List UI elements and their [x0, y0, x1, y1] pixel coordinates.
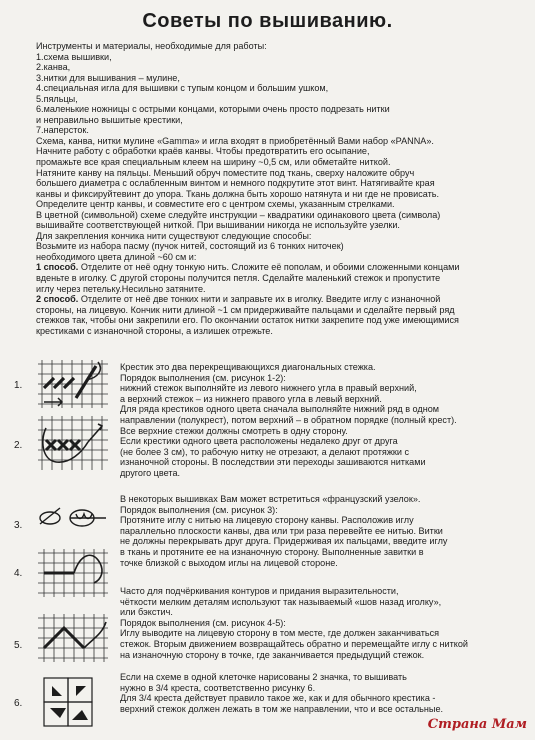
- method-2-line: крестиками с изнаночной стороны, а излишек отрежьте.: [36, 325, 273, 336]
- intro-line: 2.канва,: [36, 62, 71, 73]
- section-line: (не более 3 см), то рабочую нитку не отрезают, а делают протяжки с: [120, 446, 410, 457]
- section-line: чёткости мелким деталям используют так называемый «шов назад иголку»,: [120, 596, 442, 607]
- method-1-line-text: Отделите от неё одну тонкую нить. Сложите её пополам, и обоими сложенными концами: [80, 262, 460, 273]
- section-line: Крестик это два перекрещивающихся диагональных стежка.: [120, 362, 376, 372]
- site-logo: Страна Мам: [427, 717, 527, 732]
- intro-line: канвы и фиксируйтевинт до упора. Ткань должна быть хорошо натянута и ни где не провисать.: [36, 188, 440, 199]
- method-2-line-text: Отделите от неё две тонких нити и заправьте их в иголку. Введите иглу с изнаночной: [80, 294, 441, 305]
- method-2-line: стороны, на лицевую. Кончик нити длиной ~1 см придерживайте пальцами и сделайте первый ряд: [36, 304, 455, 315]
- intro-line: Натяните канву на пяльцы. Меньший обруч поместите под ткань, сверху наложите обруч: [36, 167, 415, 178]
- intro-line: Возьмите из набора пасму (пучок нитей, состоящий из 6 тонких ниточек): [36, 241, 344, 252]
- figure-number-3: 3.: [14, 520, 23, 531]
- figure-number-5: 5.: [14, 640, 23, 651]
- backstitch-figure-5: [36, 612, 110, 664]
- section-line: Порядок выполнения (см. рисунок 1-2):: [120, 372, 286, 383]
- section-line: Порядок выполнения (см. рисунок 3):: [120, 504, 278, 515]
- method-2-line: [36, 294, 528, 305]
- intro-line: большего диаметра с ослабленным винтом и немного подкрутите этот винт. Натягивайте края: [36, 178, 435, 189]
- method-1-line-label: 1 способ.: [36, 262, 79, 273]
- section-line: изнаночной стороны. В последствии эти переходы зашиваются нитками: [120, 457, 426, 468]
- backstitch-figure-4: [36, 545, 110, 599]
- section-line: верхний стежок должен лежать в том же направлении, что и все остальные.: [120, 703, 444, 714]
- section-line: в ткань и протяните ее на изнаночную сторону. Выполненные завитки в: [120, 546, 424, 557]
- three-quarter-cross-figure-6: [42, 676, 102, 732]
- section-line: Протяните иглу с нитью на лицевую сторону канвы. Расположив иглу: [120, 515, 414, 526]
- section-line: не должны перекрывать друг друга. Придерживая их пальцами, введите иглу: [120, 536, 448, 547]
- intro-line: Схема, канва, нитки мулине «Gamma» и игла входят в приобретённый Вами набор «PANNA».: [36, 135, 434, 146]
- method-2-line-label: 2 способ.: [36, 294, 79, 305]
- intro-line: Начните работу с обработки краёв канвы. Чтобы предотвратить его осыпание,: [36, 146, 370, 157]
- intro-line: 1.схема вышивки,: [36, 51, 112, 62]
- intro-line: 6.маленькие ножницы с острыми концами, которыми очень просто подрезать нитки: [36, 104, 390, 115]
- intro-text: [36, 41, 528, 336]
- section-line: Порядок выполнения (см. рисунок 4-5):: [120, 617, 286, 628]
- section-line: Для ряда крестиков одного цвета сначала выполняйте нижний ряд в одном: [120, 404, 440, 415]
- section-line: на изнаночную сторону в точке, где заканчивается предыдущий стежок.: [120, 649, 425, 660]
- section-line: Если на схеме в одной клеточке нарисованы 2 значка, то вышивать: [120, 672, 407, 682]
- backstitch-section: [120, 586, 520, 660]
- figure-number-6: 6.: [14, 698, 23, 709]
- section-line: другого цвета.: [120, 467, 181, 478]
- intro-line: вышивайте соответствующей ниткой. При вышивании никогда не используйте узелки.: [36, 220, 400, 231]
- section-line: Для 3/4 креста действует правило такое же, как и для обычного крестика -: [120, 693, 436, 704]
- cross-stitch-figure-1: [36, 358, 110, 410]
- method-1-line: вденьте в иголку. С другой стороны получится петля. Сделайте маленький стежок и пропустите: [36, 273, 441, 284]
- three-quarter-cross-section: [120, 672, 520, 714]
- intro-line: В цветной (символьной) схеме следуйте инструкции – квадратики одинакового цвета (символа): [36, 209, 441, 220]
- section-line: точке близкой с выходом иглы на лицевой стороне.: [120, 557, 338, 568]
- intro-line: Для закрепления кончика нити существуют следующие способы:: [36, 230, 312, 241]
- method-1-line: [36, 262, 528, 273]
- intro-line: Определите центр канвы, и совместите его с центром схемы, указанным стрелками.: [36, 199, 395, 210]
- section-line: Все верхние стежки должны смотреть в одну сторону.: [120, 425, 348, 436]
- french-knot-figure-3: [36, 500, 110, 530]
- figure-number-1: 1.: [14, 380, 23, 391]
- intro-line: 4.специальная игла для вышивки с тупым концом и большим ушком,: [36, 83, 329, 94]
- intro-line: промажьте все края специальным клеем на ширину ~0,5 см, или обметайте ниткой.: [36, 157, 391, 168]
- page-title: Советы по вышиванию.: [142, 10, 393, 32]
- section-line: В некоторых вышивках Вам может встретиться «французский узелок».: [120, 494, 421, 504]
- figure-number-4: 4.: [14, 568, 23, 579]
- section-line: Часто для подчёркивания контуров и придания выразительности,: [120, 586, 399, 596]
- section-line: нужно в 3/4 креста, соответственно рисунку 6.: [120, 682, 316, 693]
- intro-line: 5.пяльцы,: [36, 93, 78, 104]
- figure-number-2: 2.: [14, 440, 23, 451]
- section-line: нижний стежок выполняйте из левого нижнего угла в правый верхний,: [120, 383, 417, 394]
- intro-line: и неправильно вышитые крестики,: [36, 114, 183, 125]
- section-line: или бэкстич.: [120, 607, 173, 618]
- intro-line: необходимого цвета длиной ~60 см и:: [36, 251, 197, 262]
- section-line: Иглу выводите на лицевую сторону в том месте, где должен заканчиваться: [120, 628, 440, 639]
- cross-stitch-figure-2: [36, 412, 110, 472]
- cross-stitch-section: [120, 362, 520, 479]
- french-knot-section: [120, 494, 520, 568]
- section-line: а верхний стежок – из нижнего правого угла в левый верхний.: [120, 393, 382, 404]
- section-line: направлении (полукрест), потом верхний – в обратном порядке (полный крест).: [120, 414, 457, 425]
- intro-line: 7.наперсток.: [36, 125, 89, 136]
- section-line: параллельно плоскости канвы, два или три раза перевейте ее нитью. Витки: [120, 525, 443, 536]
- intro-line: Инструменты и материалы, необходимые для работы:: [36, 41, 267, 51]
- section-line: Если крестики одного цвета расположены недалеко друг от друга: [120, 436, 398, 447]
- method-2-line: стежков так, чтобы они закрепили его. По окончании остаток нитки закрепите под уже имеющимися: [36, 315, 459, 326]
- intro-line: 3.нитки для вышивания – мулине,: [36, 72, 180, 83]
- method-1-line: иглу через петельку.Несильно затяните.: [36, 283, 206, 294]
- section-line: стежок. Вторым движением возвращайтесь обратно и перемещайте иглу с ниткой: [120, 638, 469, 649]
